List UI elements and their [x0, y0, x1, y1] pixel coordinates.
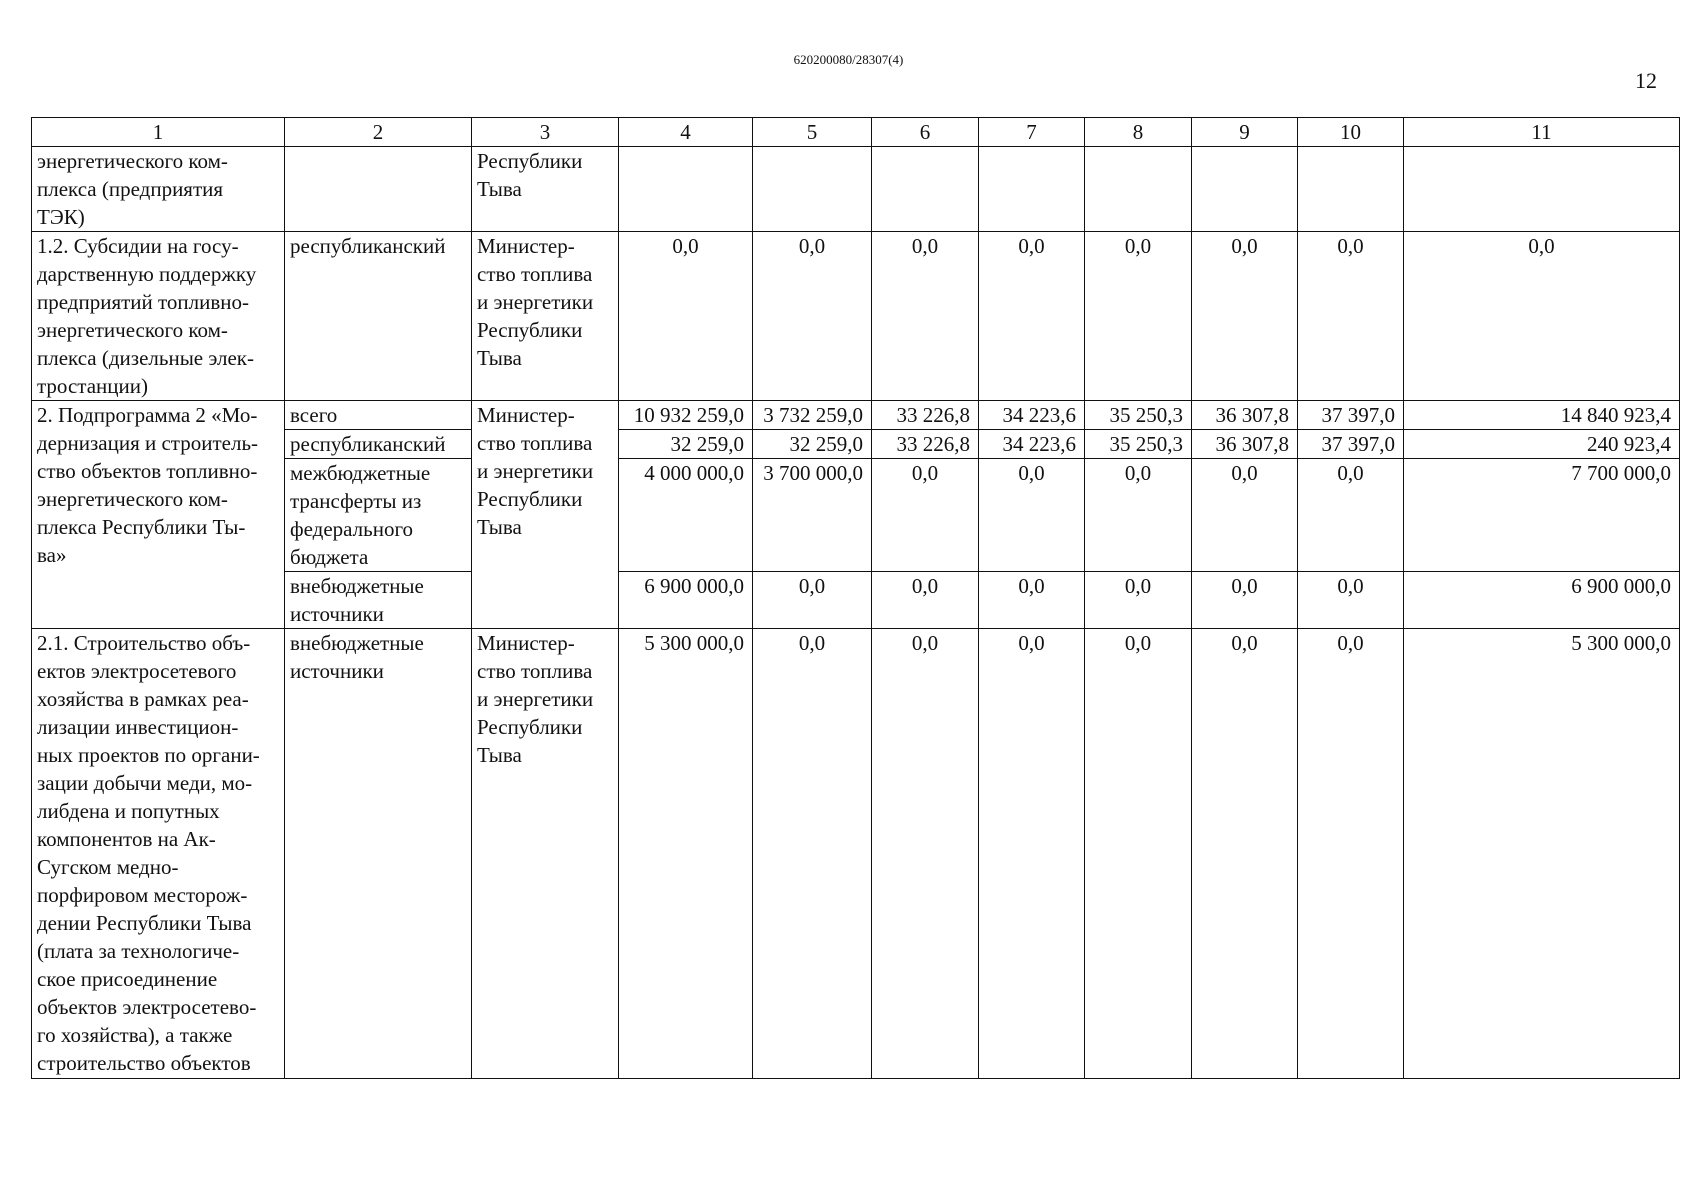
- value-cell: 0,0: [1085, 572, 1192, 629]
- value-cell: 0,0: [1298, 459, 1404, 572]
- value-cell: 6 900 000,0: [619, 572, 753, 629]
- value-cell: 5 300 000,0: [1404, 629, 1680, 1079]
- value-cell: 34 223,6: [979, 430, 1085, 459]
- column-header: 6: [872, 118, 979, 147]
- value-cell: 32 259,0: [753, 430, 872, 459]
- document-id: 620200080/28307(4): [793, 52, 904, 67]
- column-header: 10: [1298, 118, 1404, 147]
- table-row: [32, 629, 1680, 1079]
- executor: Министер- ство топлива и энергетики Республики Тыва: [472, 401, 619, 629]
- column-header: 11: [1404, 118, 1680, 147]
- value-cell: 0,0: [979, 572, 1085, 629]
- value-cell: 0,0: [753, 232, 872, 401]
- value-cell: 0,0: [979, 232, 1085, 401]
- value-cell: 3 732 259,0: [753, 401, 872, 430]
- value-cell: 0,0: [1085, 459, 1192, 572]
- value-cell: 0,0: [872, 232, 979, 401]
- value-cell: 0,0: [1298, 572, 1404, 629]
- table-row: [32, 232, 1680, 401]
- value-cell: 36 307,8: [1192, 430, 1298, 459]
- funding-source: [285, 147, 472, 232]
- column-header: 9: [1192, 118, 1298, 147]
- value-cell: 0,0: [753, 629, 872, 1079]
- value-cell: 0,0: [1085, 232, 1192, 401]
- value-cell: 0,0: [872, 459, 979, 572]
- column-header: 3: [472, 118, 619, 147]
- value-cell: 36 307,8: [1192, 401, 1298, 430]
- measure-name: энергетического ком- плекса (предприятия ТЭК): [32, 147, 285, 232]
- column-header: 8: [1085, 118, 1192, 147]
- value-cell: 6 900 000,0: [1404, 572, 1680, 629]
- funding-source: межбюджетные трансферты из федерального бюджета: [285, 459, 472, 572]
- column-header: 1: [32, 118, 285, 147]
- page-number: 12: [1635, 68, 1657, 93]
- value-cell: 3 700 000,0: [753, 459, 872, 572]
- value-cell: 240 923,4: [1404, 430, 1680, 459]
- measure-name: 1.2. Субсидии на госу- дарственную поддержку предприятий топливно- энергетического ком- плекса (дизельные элек- тростанции): [32, 232, 285, 401]
- table-row: [32, 401, 1680, 430]
- column-header: 5: [753, 118, 872, 147]
- column-header: 4: [619, 118, 753, 147]
- value-cell: 4 000 000,0: [619, 459, 753, 572]
- value-cell: 0,0: [872, 572, 979, 629]
- value-cell: 32 259,0: [619, 430, 753, 459]
- value-cell: 0,0: [979, 459, 1085, 572]
- value-cell: 35 250,3: [1085, 430, 1192, 459]
- value-cell: 0,0: [1192, 629, 1298, 1079]
- value-cell: 0,0: [1085, 629, 1192, 1079]
- measure-name: 2.1. Строительство объ- ектов электросетевого хозяйства в рамках реа- лизации инвестицион- ных проектов по органи- зации добычи меди, мо- либдена и попутных компонентов на Ак- Сугском медно- порфировом месторож- дении Республики Тыва (плата за технологиче- ское присоединение объектов электросетево- го хозяйства), а также строительство объектов: [32, 629, 285, 1079]
- value-cell: 0,0: [619, 232, 753, 401]
- funding-source: всего: [285, 401, 472, 430]
- value-cell: 0,0: [1404, 232, 1680, 401]
- executor: Министер- ство топлива и энергетики Республики Тыва: [472, 629, 619, 1079]
- value-cell: 0,0: [1298, 629, 1404, 1079]
- value-cell: 7 700 000,0: [1404, 459, 1680, 572]
- value-cell: 33 226,8: [872, 401, 979, 430]
- table-row: [32, 147, 1680, 232]
- funding-source: республиканский: [285, 430, 472, 459]
- funding-source: внебюджетные источники: [285, 629, 472, 1079]
- value-cell: 5 300 000,0: [619, 629, 753, 1079]
- value-cell: 33 226,8: [872, 430, 979, 459]
- value-cell: 0,0: [1298, 232, 1404, 401]
- value-cell: 34 223,6: [979, 401, 1085, 430]
- measure-name: 2. Подпрограмма 2 «Мо- дернизация и строитель- ство объектов топливно- энергетического ком- плекса Республики Ты- ва»: [32, 401, 285, 629]
- program-table: [31, 117, 1680, 1079]
- column-header: 2: [285, 118, 472, 147]
- value-cell: 37 397,0: [1298, 430, 1404, 459]
- value-cell: 0,0: [1192, 232, 1298, 401]
- value-cell: 0,0: [753, 572, 872, 629]
- column-number-row: [32, 118, 1680, 147]
- value-cell: 0,0: [1192, 459, 1298, 572]
- executor: Министер- ство топлива и энергетики Республики Тыва: [472, 232, 619, 401]
- executor: Республики Тыва: [472, 147, 619, 232]
- value-cell: 0,0: [1192, 572, 1298, 629]
- value-cell: 35 250,3: [1085, 401, 1192, 430]
- value-cell: 0,0: [872, 629, 979, 1079]
- funding-source: внебюджетные источники: [285, 572, 472, 629]
- value-cell: 37 397,0: [1298, 401, 1404, 430]
- value-cell: 0,0: [979, 629, 1085, 1079]
- column-header: 7: [979, 118, 1085, 147]
- funding-source: республиканский: [285, 232, 472, 401]
- value-cell: 14 840 923,4: [1404, 401, 1680, 430]
- value-cell: 10 932 259,0: [619, 401, 753, 430]
